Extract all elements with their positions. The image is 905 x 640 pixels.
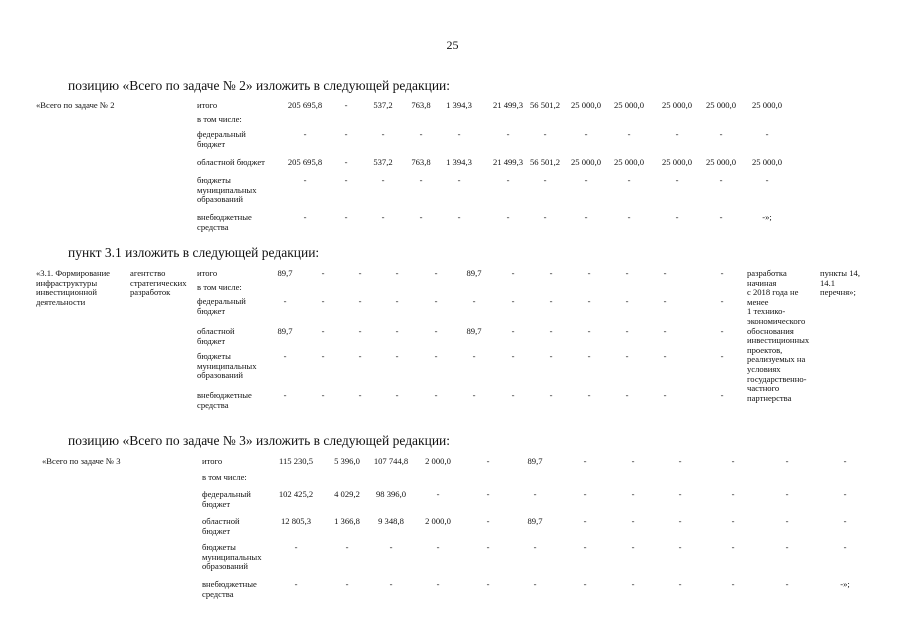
table-cell-value: - [678,579,682,589]
table-cell-value: - [381,175,385,185]
table-cell-value: 98 396,0 [375,489,407,499]
table-cell-value: 2 000,0 [425,456,451,466]
item-3-1-executor: агентство стратегических разработок [130,268,187,298]
table-cell-value: 89,7 [277,326,293,336]
table-cell-value: - [345,579,349,589]
table-cell-value: - [625,390,629,400]
table-cell-value: 89,7 [277,268,293,278]
table-cell-value: - [381,129,385,139]
item-3-1-reference: пункты 14, 14.1 перечня»; [820,268,860,298]
table-cell-value: - [631,489,635,499]
table-cell-value: - [283,390,287,400]
table-cell-value: 9 348,8 [378,516,404,526]
table-cell-value: - [511,296,515,306]
table-cell-value: - [731,489,735,499]
table-cell-value: - [583,516,587,526]
funding-source-label: итого [197,100,218,110]
table-cell-value: 205 695,8 [287,100,323,110]
table-cell-value: -»; [762,212,772,222]
table-cell-value: - [344,129,348,139]
funding-source-label: внебюджетные средства [197,212,252,232]
table-cell-value: - [486,579,490,589]
table-cell-value: - [631,542,635,552]
table-cell-value: - [549,296,553,306]
funding-source-label: внебюджетные средства [202,579,257,599]
table-cell-value: - [720,390,724,400]
table-cell-value: - [720,351,724,361]
table-cell-value: - [785,489,789,499]
table-cell-value: - [549,326,553,336]
table-cell-value: - [472,351,476,361]
table-cell-value: 25 000,0 [570,157,602,167]
table-cell-value: - [344,157,348,167]
table-cell-value: - [631,579,635,589]
table-cell-value: - [457,175,461,185]
table-cell-value: - [587,390,591,400]
table-cell-value: 4 029,2 [334,489,360,499]
table-cell-value: - [303,175,307,185]
table-cell-value: - [434,326,438,336]
heading-item-3-1: пункт 3.1 изложить в следующей редакции: [68,245,320,260]
table-cell-value: - [584,212,588,222]
table-cell-value: 89,7 [527,516,543,526]
table-cell-value: - [506,175,510,185]
table-cell-value: - [395,268,399,278]
table-cell-value: - [344,175,348,185]
funding-source-label: областной бюджет [202,516,240,536]
table-cell-value: - [583,579,587,589]
funding-source-label: федеральный бюджет [202,489,251,509]
table-cell-value: - [486,456,490,466]
table-cell-value: - [587,296,591,306]
table-cell-value: - [583,456,587,466]
table-cell-value: - [587,268,591,278]
table-cell-value: 25 000,0 [613,157,645,167]
table-cell-value: - [731,542,735,552]
funding-source-label: в том числе: [202,472,247,482]
funding-source-label: итого [202,456,223,466]
table-cell-value: - [719,175,723,185]
table-cell-value: 25 000,0 [613,100,645,110]
table-cell-value: - [511,351,515,361]
table-cell-value: 1 366,8 [334,516,360,526]
table-cell-value: - [627,175,631,185]
table-cell-value: - [678,456,682,466]
table-task-3-label: «Всего по задаче № 3 [42,456,121,466]
table-cell-value: 1 394,3 [446,100,472,110]
table-cell-value: - [283,351,287,361]
table-cell-value: 56 501,2 [529,100,561,110]
funding-source-label: бюджеты муниципальных образований [197,175,257,205]
table-cell-value: 89,7 [466,268,482,278]
table-cell-value: - [720,326,724,336]
table-cell-value: 21 499,3 [492,100,524,110]
table-cell-value: - [663,351,667,361]
table-cell-value: - [511,390,515,400]
table-cell-value: - [663,390,667,400]
funding-source-label: итого [197,268,218,278]
table-cell-value: 102 425,2 [278,489,314,499]
table-cell-value: 107 744,8 [373,456,409,466]
table-cell-value: - [785,579,789,589]
table-cell-value: - [419,129,423,139]
table-cell-value: - [434,351,438,361]
table-cell-value: - [419,212,423,222]
table-cell-value: 537,2 [373,157,393,167]
table-cell-value: - [533,579,537,589]
heading-task-3: позицию «Всего по задаче № 3» изложить в следующей редакции: [68,433,451,448]
table-cell-value: 5 396,0 [334,456,360,466]
table-cell-value: 25 000,0 [705,157,737,167]
table-cell-value: - [549,268,553,278]
table-cell-value: - [303,212,307,222]
table-cell-value: - [675,129,679,139]
item-3-1-result: разработка начиная с 2018 года не менее 1 технико- экономического обоснования инвестиционных проектов, реализуемых на условиях государственно- частного партнерства [747,268,810,403]
funding-source-label: в том числе: [197,282,242,292]
table-cell-value: - [631,456,635,466]
table-cell-value: - [678,489,682,499]
table-cell-value: - [543,129,547,139]
table-cell-value: 89,7 [527,456,543,466]
funding-source-label: областной бюджет [197,157,265,167]
table-cell-value: - [678,516,682,526]
funding-source-label: бюджеты муниципальных образований [202,542,262,572]
funding-source-label: областной бюджет [197,326,235,346]
table-cell-value: - [389,579,393,589]
table-cell-value: - [436,489,440,499]
table-cell-value: - [345,542,349,552]
table-cell-value: - [675,175,679,185]
table-cell-value: - [843,542,847,552]
table-cell-value: - [472,296,476,306]
table-task-2-label: «Всего по задаче № 2 [36,100,115,110]
table-cell-value: 1 394,3 [446,157,472,167]
table-cell-value: 763,8 [411,100,431,110]
table-cell-value: - [511,326,515,336]
table-cell-value: - [486,542,490,552]
table-cell-value: 25 000,0 [661,157,693,167]
table-cell-value: - [434,390,438,400]
table-cell-value: 763,8 [411,157,431,167]
table-cell-value: - [321,390,325,400]
table-cell-value: 2 000,0 [425,516,451,526]
table-cell-value: - [358,296,362,306]
table-cell-value: 537,2 [373,100,393,110]
table-cell-value: -»; [840,579,850,589]
table-cell-value: - [358,268,362,278]
table-cell-value: - [486,489,490,499]
table-cell-value: - [625,268,629,278]
funding-source-label: федеральный бюджет [197,129,246,149]
table-cell-value: - [436,579,440,589]
table-cell-value: - [472,390,476,400]
funding-source-label: в том числе: [197,114,242,124]
table-cell-value: - [731,456,735,466]
table-cell-value: - [675,212,679,222]
table-cell-value: - [434,296,438,306]
table-cell-value: 89,7 [466,326,482,336]
table-cell-value: 25 000,0 [705,100,737,110]
table-cell-value: - [625,296,629,306]
table-cell-value: - [719,129,723,139]
table-cell-value: 25 000,0 [661,100,693,110]
table-cell-value: - [584,175,588,185]
item-3-1-name: «3.1. Формирование инфраструктуры инвестиционной деятельности [36,268,110,307]
table-cell-value: - [395,351,399,361]
table-cell-value: - [549,390,553,400]
table-cell-value: - [678,542,682,552]
table-cell-value: - [731,516,735,526]
table-cell-value: - [583,489,587,499]
table-cell-value: - [283,296,287,306]
table-cell-value: 21 499,3 [492,157,524,167]
table-cell-value: - [843,516,847,526]
table-cell-value: - [731,579,735,589]
table-cell-value: - [583,542,587,552]
table-cell-value: - [533,489,537,499]
table-cell-value: - [843,456,847,466]
table-cell-value: - [358,326,362,336]
table-cell-value: - [436,542,440,552]
table-cell-value: - [627,129,631,139]
table-cell-value: - [457,129,461,139]
table-cell-value: - [344,212,348,222]
table-cell-value: 12 805,3 [280,516,312,526]
table-cell-value: - [663,268,667,278]
table-cell-value: 25 000,0 [570,100,602,110]
table-cell-value: - [785,542,789,552]
table-cell-value: - [506,129,510,139]
table-cell-value: - [511,268,515,278]
table-cell-value: - [321,268,325,278]
table-cell-value: - [584,129,588,139]
table-cell-value: - [625,326,629,336]
table-cell-value: - [506,212,510,222]
table-cell-value: - [587,351,591,361]
table-cell-value: - [358,351,362,361]
table-cell-value: - [434,268,438,278]
table-cell-value: 25 000,0 [751,100,783,110]
table-cell-value: - [627,212,631,222]
table-cell-value: - [533,542,537,552]
table-cell-value: - [303,129,307,139]
table-cell-value: - [587,326,591,336]
table-cell-value: 205 695,8 [287,157,323,167]
table-cell-value: - [663,326,667,336]
table-cell-value: - [419,175,423,185]
table-cell-value: - [344,100,348,110]
table-cell-value: - [549,351,553,361]
table-cell-value: - [625,351,629,361]
table-cell-value: - [543,212,547,222]
table-cell-value: - [720,296,724,306]
table-cell-value: 25 000,0 [751,157,783,167]
table-cell-value: - [631,516,635,526]
funding-source-label: федеральный бюджет [197,296,246,316]
table-cell-value: 56 501,2 [529,157,561,167]
table-cell-value: - [395,296,399,306]
table-cell-value: - [395,326,399,336]
funding-source-label: бюджеты муниципальных образований [197,351,257,381]
table-cell-value: - [294,579,298,589]
table-cell-value: 115 230,5 [278,456,314,466]
table-cell-value: - [395,390,399,400]
table-cell-value: - [719,212,723,222]
table-cell-value: - [843,489,847,499]
table-cell-value: - [381,212,385,222]
table-cell-value: - [358,390,362,400]
table-cell-value: - [486,516,490,526]
table-cell-value: - [457,212,461,222]
heading-task-2: позицию «Всего по задаче № 2» изложить в следующей редакции: [68,78,451,93]
table-cell-value: - [321,296,325,306]
table-cell-value: - [785,456,789,466]
table-cell-value: - [389,542,393,552]
table-cell-value: - [663,296,667,306]
table-cell-value: - [785,516,789,526]
table-cell-value: - [543,175,547,185]
table-cell-value: - [321,326,325,336]
table-cell-value: - [294,542,298,552]
table-cell-value: - [765,175,769,185]
table-cell-value: - [321,351,325,361]
table-cell-value: - [765,129,769,139]
funding-source-label: внебюджетные средства [197,390,252,410]
table-cell-value: - [720,268,724,278]
page-number: 25 [446,38,459,52]
